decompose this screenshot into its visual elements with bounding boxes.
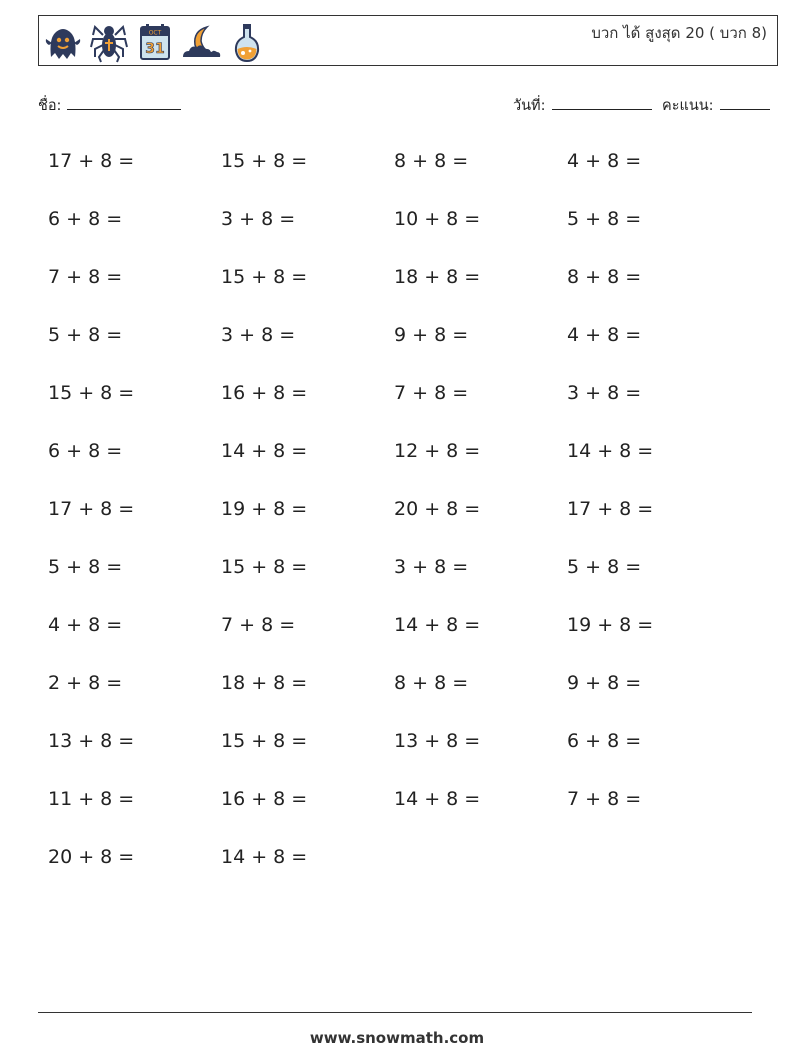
calendar-icon: [135, 21, 175, 63]
problem-row: [48, 608, 748, 666]
problem-row: [48, 260, 748, 318]
problem-item: 6 + 8 =: [48, 208, 123, 230]
problem-row: [48, 840, 748, 898]
name-label: ชื่อ:: [38, 98, 62, 114]
score-blank-line: [720, 95, 770, 110]
problem-item: 6 + 8 =: [567, 730, 642, 752]
problem-row: [48, 666, 748, 724]
problem-item: 5 + 8 =: [48, 324, 123, 346]
problem-row: [48, 376, 748, 434]
problem-grid: [48, 144, 748, 898]
date-label: วันที่:: [513, 98, 546, 114]
score-field: [662, 94, 770, 117]
score-label: คะแนน:: [662, 98, 714, 114]
problem-item: 8 + 8 =: [394, 672, 469, 694]
problem-item: 17 + 8 =: [567, 498, 654, 520]
problem-item: 15 + 8 =: [221, 150, 308, 172]
problem-item: 6 + 8 =: [48, 440, 123, 462]
footer-divider: [38, 1012, 752, 1013]
problem-item: 14 + 8 =: [394, 788, 481, 810]
problem-item: 5 + 8 =: [567, 556, 642, 578]
problem-item: 14 + 8 =: [221, 846, 308, 868]
name-field: [38, 94, 181, 117]
problem-item: 3 + 8 =: [394, 556, 469, 578]
problem-row: [48, 318, 748, 376]
problem-item: 4 + 8 =: [48, 614, 123, 636]
problem-item: 9 + 8 =: [394, 324, 469, 346]
problem-item: 19 + 8 =: [567, 614, 654, 636]
problem-item: 3 + 8 =: [221, 324, 296, 346]
problem-item: 15 + 8 =: [221, 266, 308, 288]
icon-strip: [43, 20, 267, 64]
problem-item: 15 + 8 =: [221, 730, 308, 752]
problem-item: 12 + 8 =: [394, 440, 481, 462]
problem-item: 13 + 8 =: [48, 730, 135, 752]
problem-item: 7 + 8 =: [567, 788, 642, 810]
problem-item: 17 + 8 =: [48, 150, 135, 172]
potion-icon: [227, 21, 267, 63]
calendar-month-text: OCT: [148, 29, 162, 37]
problem-item: 4 + 8 =: [567, 150, 642, 172]
problem-row: [48, 492, 748, 550]
moon-cloud-icon: [181, 21, 221, 63]
problem-item: 5 + 8 =: [567, 208, 642, 230]
problem-item: 8 + 8 =: [394, 150, 469, 172]
problem-item: 14 + 8 =: [394, 614, 481, 636]
date-blank-line: [552, 95, 652, 110]
problem-item: 3 + 8 =: [567, 382, 642, 404]
problem-item: 14 + 8 =: [221, 440, 308, 462]
worksheet-title: บวก ได้ สูงสุด 20 ( บวก 8): [591, 24, 767, 42]
footer-website: www.snowmath.com: [309, 1029, 485, 1047]
problem-item: 19 + 8 =: [221, 498, 308, 520]
problem-item: 15 + 8 =: [221, 556, 308, 578]
spider-icon: [89, 21, 129, 63]
problem-row: [48, 550, 748, 608]
problem-item: 15 + 8 =: [48, 382, 135, 404]
problem-row: [48, 724, 748, 782]
problem-row: [48, 782, 748, 840]
problem-item: 11 + 8 =: [48, 788, 135, 810]
problem-item: 16 + 8 =: [221, 382, 308, 404]
problem-item: 2 + 8 =: [48, 672, 123, 694]
calendar-day-text: 31: [145, 41, 165, 57]
problem-item: 18 + 8 =: [394, 266, 481, 288]
problem-item: 8 + 8 =: [567, 266, 642, 288]
problem-item: 20 + 8 =: [48, 846, 135, 868]
problem-item: 7 + 8 =: [48, 266, 123, 288]
problem-item: 4 + 8 =: [567, 324, 642, 346]
date-field: [513, 94, 652, 117]
worksheet-header: [38, 15, 778, 66]
problem-item: 14 + 8 =: [567, 440, 654, 462]
problem-row: [48, 434, 748, 492]
problem-item: 18 + 8 =: [221, 672, 308, 694]
problem-item: 13 + 8 =: [394, 730, 481, 752]
problem-item: 16 + 8 =: [221, 788, 308, 810]
problem-item: 10 + 8 =: [394, 208, 481, 230]
name-blank-line: [67, 95, 181, 110]
problem-item: 7 + 8 =: [394, 382, 469, 404]
ghost-icon: [43, 21, 83, 63]
problem-item: 17 + 8 =: [48, 498, 135, 520]
problem-item: 7 + 8 =: [221, 614, 296, 636]
problem-item: 9 + 8 =: [567, 672, 642, 694]
problem-item: 5 + 8 =: [48, 556, 123, 578]
problem-item: 20 + 8 =: [394, 498, 481, 520]
problem-item: 3 + 8 =: [221, 208, 296, 230]
problem-row: [48, 202, 748, 260]
problem-row: [48, 144, 748, 202]
